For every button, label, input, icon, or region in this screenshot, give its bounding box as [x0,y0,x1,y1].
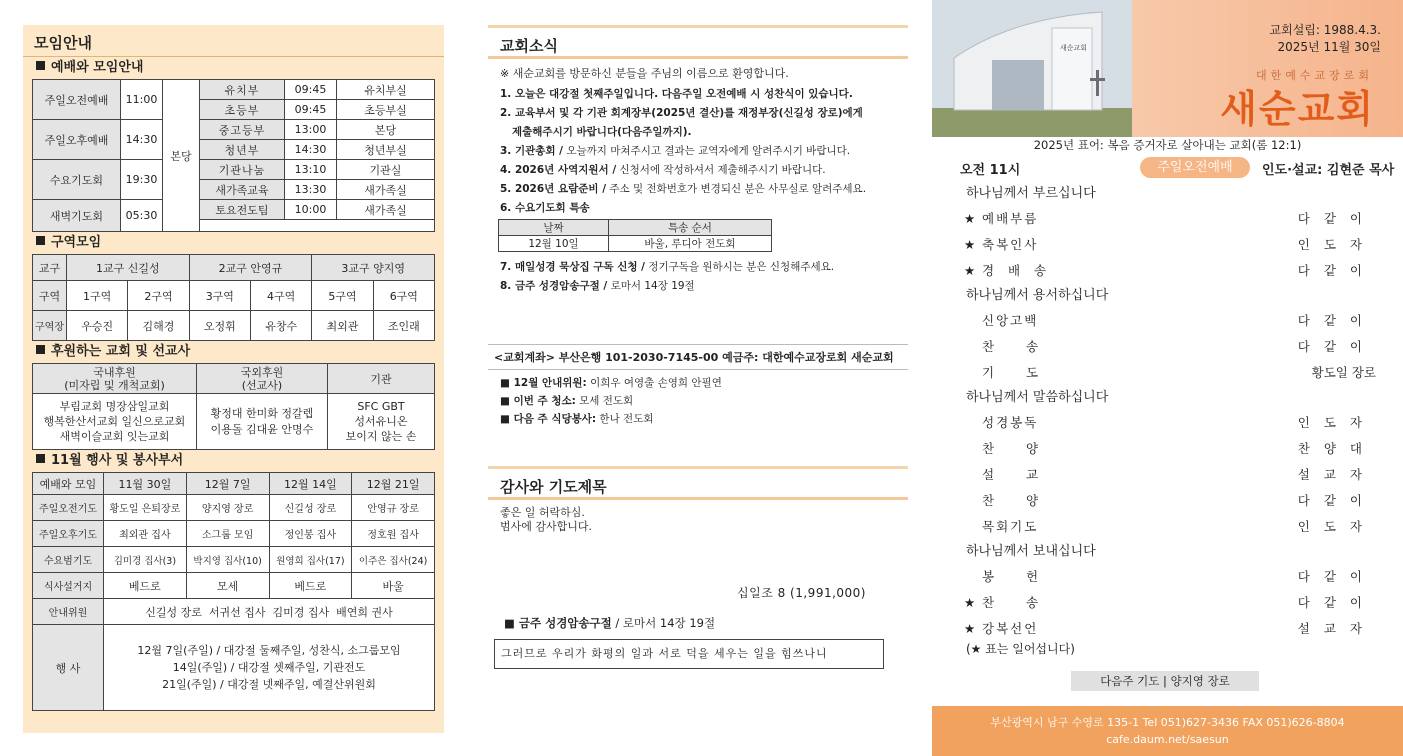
order-item-name: 경 배 송 [982,263,1049,278]
order-item-leader: 다같이 [1297,313,1376,328]
standing-star: ★ [964,237,976,252]
order-item-leader: 찬양대 [1297,441,1376,456]
leader-cell: 최외관 [312,311,373,341]
order-item [960,436,1376,462]
order-section: 하나님께서 말씀하십니다 [966,390,1109,405]
worship-time: 14:30 [121,120,163,160]
events-cell: 신길성 장로 서귀선 집사 김미경 집사 배연희 권사 [104,599,435,625]
events-cell: 베드로 [269,573,352,599]
news-list-2 [488,258,908,296]
service-time: 오전 11시 [960,163,1021,178]
district-header: 2교구 안영규 [189,255,312,281]
duty-item: ■ 이번 주 청소: 모세 전도회 [500,395,634,407]
order-item-leader: 다같이 [1297,339,1376,354]
service-leader: 인도·설교: 김현준 목사 [1262,163,1395,178]
hero-banner [932,0,1403,137]
footer [932,706,1403,756]
dept-time: 13:10 [285,160,337,180]
support-org: SFC GBT [357,400,405,413]
news-item: 4. 2026년 사역지원서 / 신청서에 작성하셔서 제출해주시기 바랍니다. [500,164,826,176]
events-cell: 베드로 [104,573,187,599]
event-line: 21일(주일) / 대강절 넷째주일, 예결산위원회 [162,678,376,691]
special-cell: 12월 10일 [499,236,609,252]
order-item-leader: 다같이 [1297,493,1376,508]
district-cell: 6구역 [373,281,434,311]
order-item [960,514,1376,540]
dept-room: 청년부실 [337,140,435,160]
special-header: 특송 순서 [609,220,772,236]
events-cell: 이주은 집사(24) [352,547,435,573]
dept-time: 13:30 [285,180,337,200]
support-domestic: 행복한산서교회 일신으로교회 [43,415,186,428]
support-table [32,363,435,450]
dept-room: 본당 [337,120,435,140]
order-item-leader: 설교자 [1297,467,1376,482]
leader-label: 구역장 [33,311,67,341]
founded-date: 교회설립: 1988.4.3. [1269,23,1381,37]
order-item-leader: 인도자 [1297,237,1376,252]
church-building-image [932,0,1132,137]
district-label: 구역 [33,281,67,311]
order-item-leader: 인도자 [1297,519,1376,534]
event-line: 12월 7일(주일) / 대강절 둘째주일, 성찬식, 소그룹모임 [137,644,401,657]
events-cell: 원영희 집사(17) [269,547,352,573]
support-domestic: 새벽이슬교회 잇는교회 [59,430,170,443]
prayer-title: 감사와 기도제목 [488,466,908,500]
events-cell: 최외관 집사 [104,521,187,547]
worship-name: 수요기도회 [33,160,121,200]
leader-cell: 우승진 [67,311,128,341]
service-badge: 주일오전예배 [1140,157,1250,178]
events-cell: 모세 [186,573,269,599]
worship-name: 주일오전예배 [33,80,121,120]
duty-item: ■ 12월 안내위원: 이희우 여영출 손영희 안필연 [500,377,722,389]
yearly-motto: 2025년 표어: 복음 증거자로 살아내는 교회(롬 12:1) [1033,138,1302,152]
verse-box: 그러므로 우리가 화평의 일과 서로 덕을 세우는 일을 힘쓰나니 [494,639,884,669]
events-cell: 박지영 집사(10) [186,547,269,573]
district-header: 1교구 신길성 [67,255,190,281]
support-org: 성서유니온 [354,415,408,428]
support-heading: 후원하는 교회 및 선교사 [32,341,435,363]
dept-room: 새가족실 [337,180,435,200]
news-item: 8. 금주 성경암송구절 / 로마서 14장 19절 [500,280,695,292]
events-cell: 소그룹 모임 [186,521,269,547]
events-label: 안내위원 [33,599,104,625]
news-item: 7. 매일성경 묵상집 구독 신청 / 정기구독을 원하시는 분은 신청해주세요. [500,261,835,273]
dept-name: 유치부 [200,80,285,100]
service-header [960,156,1395,180]
dept-time: 09:45 [285,80,337,100]
order-item [960,564,1376,590]
prayer-list [488,500,908,540]
tithe: 십일조 8 (1,991,000) [737,586,866,600]
order-item-leader: 다같이 [1297,595,1376,610]
left-panel [23,25,444,733]
events-label: 식사설거지 [33,573,104,599]
leader-cell: 오정휘 [189,311,250,341]
dept-name: 토요전도팀 [200,200,285,220]
duty-item: ■ 다음 주 식당봉사: 한나 전도회 [500,413,654,425]
news-item: 2. 교육부서 및 각 기관 회계장부(2025년 결산)를 재정부장(신길성 장로)에게 [500,107,863,119]
verse-heading: ■ 금주 성경암송구절 / 로마서 14장 19절 [504,616,716,630]
special-header: 날짜 [499,220,609,236]
order-section: 하나님께서 부르십니다 [966,186,1096,201]
prayer-item: 범사에 감사합니다. [500,520,593,533]
district-header: 교구 [33,255,67,281]
district-cell: 2구역 [128,281,189,311]
order-item-name: 찬 송 [982,595,1041,610]
order-item-name: 성경봉독 [982,415,1039,430]
dept-name: 중고등부 [200,120,285,140]
prayer-item: 좋은 일 허락하심. [500,506,585,519]
leader-cell: 김해경 [128,311,189,341]
worship-name: 새벽기도회 [33,200,121,232]
district-cell: 1구역 [67,281,128,311]
worship-time: 11:00 [121,80,163,120]
district-heading: 구역모임 [32,232,435,254]
order-item [960,334,1376,360]
dept-time: 09:45 [285,100,337,120]
worship-heading: 예배와 모임안내 [32,57,435,79]
order-item-name: 축복인사 [982,237,1039,252]
middle-panel [488,25,908,669]
events-label: 주일오전기도 [33,495,104,521]
order-item [960,462,1376,488]
order-section: 하나님께서 용서하십니다 [966,288,1109,303]
standing-star: ★ [964,263,976,278]
left-title: 모임안내 [23,25,444,57]
news-item: 6. 수요기도회 특송 [500,202,590,214]
order-item-name: 찬 양 [982,493,1041,508]
news-list [488,85,908,218]
order-item-name: 목회기도 [982,519,1039,534]
denomination: 대한예수교장로회 [1255,69,1373,82]
standing-star: ★ [964,621,976,636]
order-item [960,616,1376,642]
special-song-table [498,219,772,252]
events-header: 12월 21일 [352,473,435,495]
star-note: (★ 표는 일어섭니다) [966,642,1075,656]
special-cell: 바울, 루디아 전도회 [609,236,772,252]
events-header: 예배와 모임 [33,473,104,495]
support-header: 국내후원 (미자립 및 개척교회) [33,364,197,394]
support-foreign: 이용돌 김대윤 안명수 [210,422,314,436]
building-sign: 새순교회 [1060,44,1088,52]
order-item-leader: 다같이 [1297,263,1376,278]
events-cell: 정인봉 집사 [269,521,352,547]
dept-room: 기관실 [337,160,435,180]
worship-name: 주일오후예배 [33,120,121,160]
news-title: 교회소식 [488,25,908,59]
events-table [32,472,435,711]
support-foreign: 황정대 한미화 정갈렙 [210,406,314,420]
support-domestic: 부림교회 명장삼일교회 [59,400,170,413]
events-cell: 신길성 장로 [269,495,352,521]
order-item-leader: 다같이 [1297,211,1376,226]
events-label: 수요범기도 [33,547,104,573]
events-header: 11월 30일 [104,473,187,495]
address: 부산광역시 남구 수영로 135-1 Tel 051)627-3436 FAX 051)626-8804 [990,716,1345,729]
worship-time: 05:30 [121,200,163,232]
order-item-name: 강복선언 [982,621,1039,636]
cafe-link: cafe.daum.net/saesun [1106,733,1229,746]
order-item-name: 찬 송 [982,339,1041,354]
order-item [960,206,1376,232]
order-item-leader: 다같이 [1297,569,1376,584]
order-item [960,410,1376,436]
worship-time: 19:30 [121,160,163,200]
district-header: 3교구 양지영 [312,255,435,281]
order-item-leader: 설교자 [1297,621,1376,636]
order-item [960,360,1376,386]
order-item-name: 찬 양 [982,441,1041,456]
support-header: 국외후원 (선교사) [197,364,328,394]
order-item-name: 봉 헌 [982,569,1041,584]
account-info: <교회계좌> 부산은행 101-2030-7145-00 예금주: 대한예수교장로회 새순교회 [488,344,908,370]
order-item [960,308,1376,334]
church-name: 새순교회 [1220,87,1375,131]
dept-name: 청년부 [200,140,285,160]
leader-cell: 유창수 [250,311,311,341]
event-line: 14일(주일) / 대강절 셋째주일, 기관전도 [172,661,366,674]
standing-star: ★ [964,211,976,226]
order-section: 하나님께서 보내십니다 [966,544,1096,559]
dept-time: 13:00 [285,120,337,140]
order-item-name: 기 도 [982,365,1041,380]
dept-name: 초등부 [200,100,285,120]
events-label: 행 사 [33,625,104,711]
news-item: 1. 오늘은 대강절 첫째주일입니다. 다음주일 오전예배 시 성찬식이 있습니다. [500,88,853,100]
standing-star: ★ [964,595,976,610]
right-panel [932,0,1403,756]
events-header: 12월 7일 [186,473,269,495]
events-cell: 바울 [352,573,435,599]
dept-name: 기관나눔 [200,160,285,180]
news-item: 제출해주시기 바랍니다(다음주일까지). [512,126,692,138]
events-heading: 11월 행사 및 봉사부서 [32,450,435,472]
events-cell: 김미경 집사(3) [104,547,187,573]
district-cell: 5구역 [312,281,373,311]
dept-time: 10:00 [285,200,337,220]
order-item-name: 설 교 [982,467,1041,482]
dept-name: 새가족교육 [200,180,285,200]
order-item-name: 예배부름 [982,211,1039,226]
leader-cell: 조인래 [373,311,434,341]
dept-room: 유치부실 [337,80,435,100]
dept-room: 초등부실 [337,100,435,120]
district-table [32,254,435,341]
order-of-worship [960,182,1376,642]
duty-list [488,374,908,428]
events-label: 주일오후기도 [33,521,104,547]
events-cell: 안영규 장로 [352,495,435,521]
bulletin-date: 2025년 11월 30일 [1277,40,1381,54]
district-cell: 3구역 [189,281,250,311]
order-item [960,232,1376,258]
dept-room: 새가족실 [337,200,435,220]
order-item [960,488,1376,514]
events-cell: 황도일 은퇴장로 [104,495,187,521]
events-cell: 양지영 장로 [186,495,269,521]
dept-time: 14:30 [285,140,337,160]
worship-place: 본당 [163,80,200,232]
worship-table [32,79,435,232]
news-item: 5. 2026년 요람준비 / 주소 및 전화번호가 변경되신 분은 사무실로 알려주세요. [500,183,867,195]
next-prayer: 다음주 기도 | 양지영 장로 [1071,671,1259,691]
district-cell: 4구역 [250,281,311,311]
order-item-leader: 황도일 장로 [1311,365,1376,380]
order-item-name: 신앙고백 [982,313,1039,328]
events-cell: 정호원 집사 [352,521,435,547]
support-org: 보이지 않는 손 [345,430,417,443]
order-item [960,258,1376,284]
order-item-leader: 인도자 [1297,415,1376,430]
support-header: 기관 [328,364,435,394]
news-item: 3. 기관총회 / 오늘까지 마쳐주시고 결과는 교역자에게 알려주시기 바랍니다. [500,145,851,157]
welcome-note: ※ 새순교회를 방문하신 분들을 주님의 이름으로 환영합니다. [500,67,789,80]
events-header: 12월 14일 [269,473,352,495]
order-item [960,590,1376,616]
